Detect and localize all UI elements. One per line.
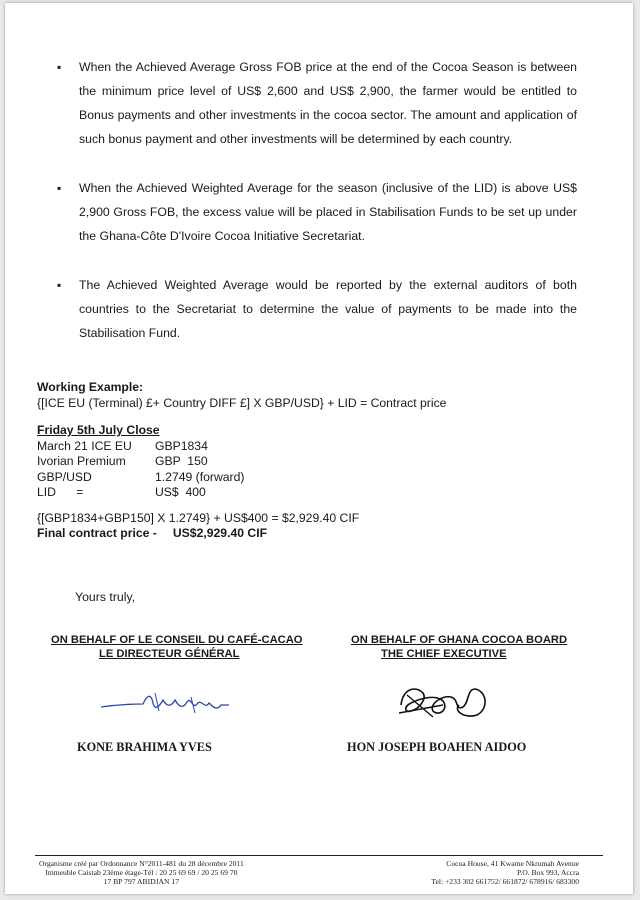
bullet-list <box>55 55 577 370</box>
footer-left-line: 17 BP 797 ABIDJAN 17 <box>103 877 179 886</box>
footer-right-line: Tel: +233 302 661752/ 661872/ 678916/ 683300 <box>431 877 579 886</box>
price-row <box>37 485 597 501</box>
bullet-marker: ▪ <box>57 60 62 74</box>
price-row <box>37 454 597 470</box>
price-label: GBP/USD <box>37 469 92 484</box>
document-page <box>5 3 633 894</box>
working-heading: Working Example: <box>37 380 144 394</box>
bullet-item <box>55 176 577 248</box>
bullet-text: The Achieved Weighted Average would be reported by the external auditors of both countries to the Secretariat to determine the value of payments to be made into the Stabilisation Fund. <box>79 278 577 340</box>
left-heading-line-2: LE DIRECTEUR GÉNÉRAL <box>99 648 240 660</box>
price-value: US$ 400 <box>155 485 206 499</box>
footer-right-line: P.O. Box 993, Accra <box>516 868 579 877</box>
right-signatory-name: HON JOSEPH BOAHEN AIDOO <box>347 740 527 754</box>
price-value: GBP 150 <box>155 454 208 468</box>
bullet-text: When the Achieved Weighted Average for the season (inclusive of the LID) is above US$ 2,900 Gross FOB, the excess value will be placed in Stabilisation Funds to be set up under the Ghana-Côte D'Ivoire Cocoa Initiative Secretariat. <box>79 181 577 243</box>
bullet-item <box>55 273 577 345</box>
working-example <box>37 380 597 542</box>
final-price-line <box>37 526 597 542</box>
close-title: Friday 5th July Close <box>37 423 160 437</box>
final-price-value: US$2,929.40 CIF <box>172 526 268 540</box>
calculation-line: {[GBP1834+GBP150] X 1.2749} + US$400 = $2,929.40 CIF <box>37 510 360 525</box>
footer-left-line: Organisme créé par Ordonnance N°2011-481 du 28 décembre 2011 <box>39 859 244 868</box>
footer-divider <box>35 855 603 856</box>
price-value: GBP1834 <box>155 438 208 453</box>
price-row <box>37 439 597 455</box>
price-row <box>37 470 597 486</box>
right-signatory-heading <box>351 633 567 661</box>
left-signatory-name: KONE BRAHIMA YVES <box>77 740 212 754</box>
left-heading-line-1: ON BEHALF OF LE CONSEIL DU CAFÉ-CACAO <box>51 634 303 646</box>
closing-salutation: Yours truly, <box>75 590 136 604</box>
right-heading-line-2: THE CHIEF EXECUTIVE <box>381 648 507 660</box>
left-signatory-heading <box>51 633 303 661</box>
bullet-item <box>55 55 577 151</box>
final-price-label: Final contract price - <box>37 526 157 540</box>
footer-right-address <box>431 859 579 886</box>
right-signature <box>393 675 503 727</box>
price-label: Ivorian Premium <box>37 454 126 468</box>
price-label: March 21 ICE EU <box>37 438 132 453</box>
bullet-marker: ▪ <box>57 278 62 292</box>
footer-left-line: Immeuble Caistab 23ème étage-Tél : 20 25 69 69 / 20 25 69 70 <box>45 868 238 877</box>
working-formula: {[ICE EU (Terminal) £+ Country DIFF £] X GBP/USD} + LID = Contract price <box>37 395 447 410</box>
right-heading-line-1: ON BEHALF OF GHANA COCOA BOARD <box>351 634 568 646</box>
footer-right-line: Cocoa House, 41 Kwame Nkrumah Avenue <box>446 859 579 868</box>
bullet-marker: ▪ <box>57 181 62 195</box>
price-value: 1.2749 (forward) <box>155 469 245 484</box>
bullet-text: When the Achieved Average Gross FOB price at the end of the Cocoa Season is between the minimum price level of US$ 2,600 and US$ 2,900, the farmer would be entitled to Bonus payments and other investments in the cocoa sector. The amount and application of such bonus payment and other investments will be determined by each country. <box>79 60 577 146</box>
left-signature <box>95 683 255 723</box>
price-label: LID = <box>37 485 84 499</box>
footer-left-address <box>39 859 244 886</box>
